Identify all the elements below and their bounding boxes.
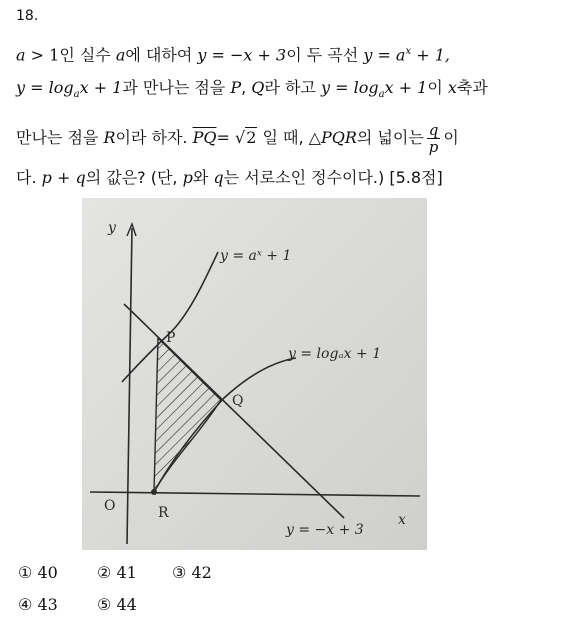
choice-mark: ① (18, 563, 33, 582)
var-a: a (115, 45, 126, 65)
text: 축과 (456, 78, 488, 97)
point-R-dot (151, 489, 157, 495)
choice-4[interactable] (18, 595, 58, 614)
exp-curve-label: y = aˣ + 1 (220, 248, 292, 264)
y-axis-label: y (108, 220, 116, 236)
line-label: y = −x + 3 (286, 522, 364, 538)
var-x: x (447, 78, 457, 97)
question-line-4 (16, 168, 443, 188)
choice-mark: ② (97, 563, 112, 582)
text: 와 (192, 168, 214, 187)
text: 이 (427, 78, 448, 97)
segment-PQ: $\overline{PQ}$ (192, 128, 217, 147)
log-curve-label: y = logₐx + 1 (288, 346, 382, 362)
choice-2[interactable] (97, 563, 137, 582)
choice-value: 44 (116, 595, 137, 614)
sqrt-two (235, 127, 257, 147)
equals: = (216, 128, 235, 147)
text: 과 만나는 점을 (122, 78, 231, 97)
line-equation: y = −x + 3 (197, 45, 287, 65)
text: 의 넓이는 (356, 128, 424, 147)
triangle-PQR: PQR (320, 128, 357, 147)
choice-1[interactable] (18, 563, 58, 582)
choice-value: 43 (37, 595, 58, 614)
choice-mark: ③ (172, 563, 187, 582)
text: 의 값은? (단, (85, 168, 183, 187)
point-R-text: R (103, 128, 116, 147)
ineq: > 1 (25, 45, 60, 65)
choice-value: 41 (116, 563, 137, 582)
choice-3[interactable] (172, 563, 212, 582)
text: 일 때, △ (257, 128, 321, 147)
sqrt-radicand: 2 (246, 128, 257, 147)
graph-figure (82, 198, 427, 550)
exp-sup: x (405, 46, 412, 57)
point-P-label: P (166, 330, 176, 346)
choice-value: 42 (191, 563, 212, 582)
point-R-label: R (158, 505, 169, 521)
log-curve-tail: x + 1 (384, 78, 428, 97)
text: 에 대하여 (125, 45, 198, 65)
var-p: p (182, 168, 193, 187)
question-number: 18. (16, 8, 39, 24)
point-Q-label: Q (232, 393, 244, 409)
sum-p-q: p + q (41, 168, 86, 187)
question-line-3 (16, 122, 459, 155)
text: 만나는 점을 (16, 128, 104, 147)
log-base: a (73, 89, 80, 101)
text: 인 실수 (59, 45, 116, 65)
choice-mark: ④ (18, 595, 33, 614)
var-a: a (16, 45, 26, 65)
sqrt-sign: √ (234, 128, 246, 147)
text: 이 (443, 128, 459, 147)
exp-curve-tail: + 1, (411, 45, 450, 65)
log-curve-tail: x + 1 (79, 78, 123, 97)
fraction-numerator: q (428, 121, 439, 139)
choice-value: 40 (37, 563, 58, 582)
fraction-denominator: p (428, 138, 439, 156)
log-curve: y = log (320, 78, 379, 97)
var-q: q (213, 168, 224, 187)
point-Q-text: Q (251, 78, 265, 97)
text: 다. (16, 168, 42, 187)
text: 이라 하자. (115, 128, 193, 147)
text: , (241, 78, 252, 97)
text: 는 서로소인 정수이다.) [5.8점] (223, 168, 443, 187)
choice-5[interactable] (97, 595, 137, 614)
text: 이 두 곡선 (286, 45, 364, 65)
fraction-q-over-p (427, 122, 441, 155)
text: 라 하고 (264, 78, 321, 97)
point-P-text: P (230, 78, 242, 97)
question-line-2 (16, 78, 488, 105)
log-base: a (378, 89, 385, 101)
question-line-1 (16, 42, 450, 65)
exp-curve: y = a (363, 45, 406, 65)
origin-label: O (104, 498, 116, 514)
log-curve: y = log (16, 78, 74, 97)
choice-mark: ⑤ (97, 595, 112, 614)
x-axis-label: x (398, 512, 406, 528)
